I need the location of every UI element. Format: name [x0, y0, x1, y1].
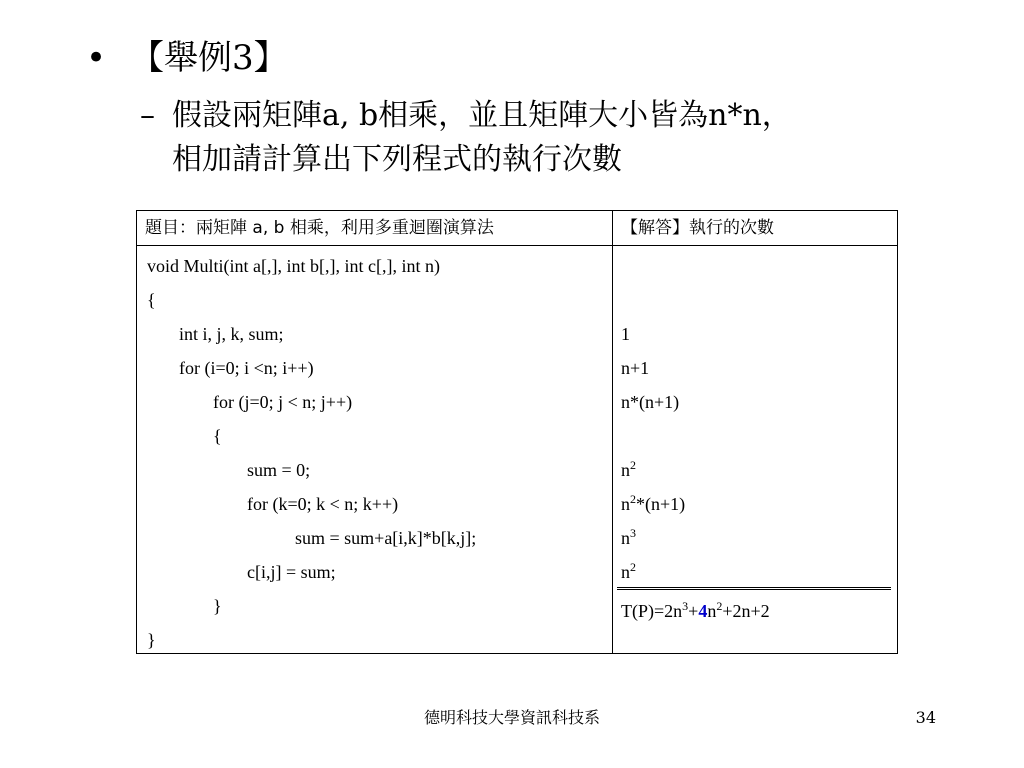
bullet-point: • [86, 38, 107, 78]
header-question: 題目：兩矩陣 a, b 相乘，利用多重迴圈演算法 [145, 218, 494, 238]
answer-count: $n^2$ [621, 458, 636, 480]
answer-count: $n^2*(n+1)$ [621, 492, 686, 514]
sub-bullet-line-1: 假設兩矩陣a, b相乘，並且矩陣大小皆為n*n， [172, 98, 792, 133]
answer-count: $n^2$ [621, 560, 636, 582]
code-line: for (i=0; i <n; i++) [179, 358, 314, 378]
code-line: for (k=0; k < n; k++) [247, 494, 399, 514]
slide-title: 【舉例3】 [130, 38, 288, 78]
header-divider [137, 245, 897, 246]
answer-total: $T(P)=2n^3+4n^2+2n+2$ [621, 599, 770, 621]
code-line: } [213, 596, 222, 616]
page-number: 34 [915, 708, 936, 727]
sub-bullet-dash: – [140, 98, 155, 133]
column-divider [612, 211, 613, 653]
sub-bullet-line-2: 相加請計算出下列程式的執行次數 [172, 142, 622, 177]
highlighted-coefficient: 4 [698, 601, 708, 621]
code-line: void Multi(int a[,], int b[,], int c[,], int n) [147, 256, 440, 276]
footer-department: 德明科技大學資訊科技系 [423, 708, 600, 727]
code-line: sum = sum+a[i,k]*b[k,j]; [295, 528, 477, 548]
code-line: } [147, 630, 156, 650]
code-line: c[i,j] = sum; [247, 562, 336, 582]
code-line: { [147, 290, 156, 310]
answer-count: n*(n+1) [621, 392, 680, 412]
code-line: { [213, 426, 222, 446]
answer-count: n+1 [621, 358, 650, 378]
header-answer: 【解答】執行的次數 [621, 218, 774, 238]
sub-bullet-text [172, 94, 972, 182]
total-double-rule [617, 587, 891, 590]
analysis-table [136, 210, 898, 654]
code-line: for (j=0; j < n; j++) [213, 392, 353, 412]
code-line: sum = 0; [247, 460, 311, 480]
answer-count: 1 [621, 324, 630, 344]
answer-count: $n^3$ [621, 526, 636, 548]
code-line: int i, j, k, sum; [179, 324, 284, 344]
